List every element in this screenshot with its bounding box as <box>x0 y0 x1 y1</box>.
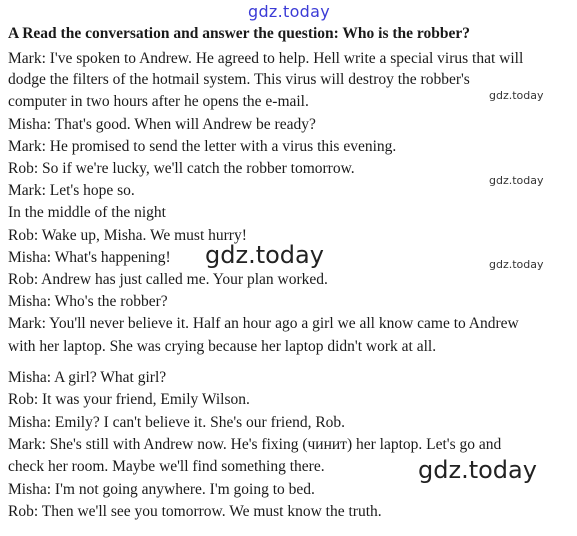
dialogue-line: Misha: That's good. When will Andrew be ready? <box>8 116 316 133</box>
dialogue-line: Mark: I've spoken to Andrew. He agreed to help. Hell write a special virus that will <box>8 50 524 67</box>
dialogue-line: check her room. Maybe we'll find something there. <box>8 458 325 475</box>
dialogue-line: Rob: Wake up, Misha. We must hurry! <box>8 227 247 244</box>
dialogue-line: Rob: It was your friend, Emily Wilson. <box>8 391 250 408</box>
dialogue-line: Rob: Andrew has just called me. Your plan worked. <box>8 271 328 288</box>
watermark-top: gdz.today <box>248 2 330 21</box>
dialogue-line: Misha: A girl? What girl? <box>8 369 167 386</box>
watermark-small: gdz.today <box>489 258 544 271</box>
dialogue-line: with her laptop. She was crying because her laptop didn't work at all. <box>8 338 437 355</box>
watermark-small: gdz.today <box>489 174 544 187</box>
watermark-large: gdz.today <box>205 241 324 269</box>
dialogue-line: Misha: Emily? I can't believe it. She's our friend, Rob. <box>8 414 346 431</box>
dialogue-line: Mark: She's still with Andrew now. He's fixing (чинит) her laptop. Let's go and <box>8 436 502 453</box>
exercise-title: A Read the conversation and answer the question: Who is the robber? <box>8 25 471 42</box>
dialogue-line: computer in two hours after he opens the e-mail. <box>8 93 309 110</box>
dialogue-line: Misha: I'm not going anywhere. I'm going to bed. <box>8 481 315 498</box>
watermark-large: gdz.today <box>418 456 537 484</box>
dialogue-line: Rob: Then we'll see you tomorrow. We must know the truth. <box>8 503 382 520</box>
dialogue-line: Mark: You'll never believe it. Half an hour ago a girl we all know came to Andrew <box>8 315 519 332</box>
dialogue-line: Misha: What's happening! <box>8 249 171 266</box>
dialogue-line: Mark: He promised to send the letter with a virus this evening. <box>8 138 397 155</box>
dialogue-line: In the middle of the night <box>8 204 166 221</box>
dialogue-line: Rob: So if we're lucky, we'll catch the robber tomorrow. <box>8 160 355 177</box>
dialogue-line: Mark: Let's hope so. <box>8 182 135 199</box>
dialogue-line: Misha: Who's the robber? <box>8 293 168 310</box>
watermark-small: gdz.today <box>489 89 544 102</box>
dialogue-line: dodge the filters of the hotmail system. This virus will destroy the robber's <box>8 71 470 88</box>
